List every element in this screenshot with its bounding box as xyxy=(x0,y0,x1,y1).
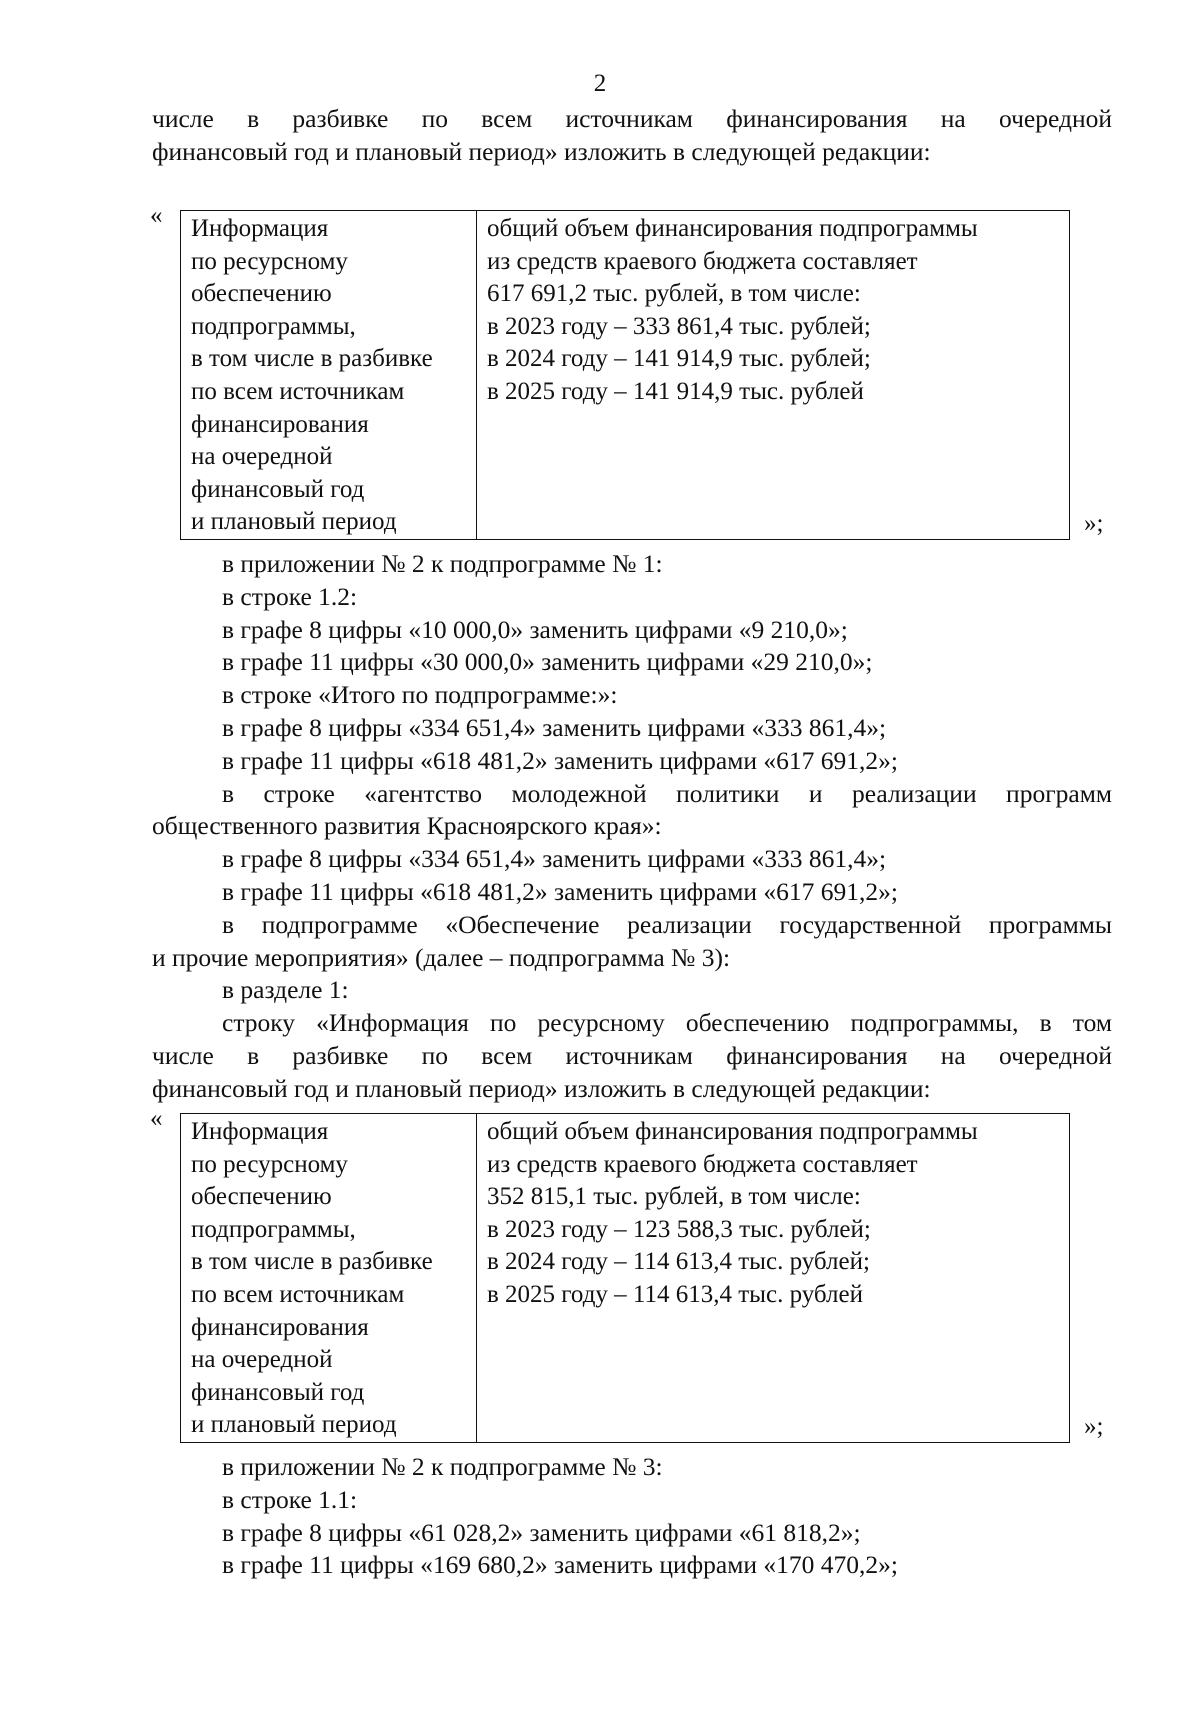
cell-line: в 2023 году – 333 861,4 тыс. рублей; xyxy=(487,312,871,340)
text-line: числе в разбивке по всем источникам финансирования на очередной xyxy=(152,1040,1112,1070)
cell-line: финансирования xyxy=(191,1313,369,1341)
cell-line: общий объем финансирования подпрограммы xyxy=(487,215,978,242)
text-line: в графе 8 цифры «334 651,4» заменить цифрами «333 861,4»; xyxy=(222,712,887,742)
page-number: 2 xyxy=(593,70,607,97)
cell-line: в 2023 году – 123 588,3 тыс. рублей; xyxy=(487,1215,871,1243)
cell-line: в том числе в разбивке xyxy=(191,1248,433,1276)
table-label-cell xyxy=(181,211,477,540)
text-line: в графе 8 цифры «61 028,2» заменить цифрами «61 818,2»; xyxy=(222,1517,861,1547)
cell-line: из средств краевого бюджета составляет xyxy=(487,1150,918,1178)
quote-open-mark: « xyxy=(150,202,163,229)
text-line: финансовый год и плановый период» изложить в следующей редакции: xyxy=(152,136,931,166)
quote-open-mark: « xyxy=(150,1105,163,1132)
cell-line: Информация xyxy=(191,215,329,242)
cell-line: финансовый год xyxy=(191,475,365,503)
cell-line: обеспечению xyxy=(191,1183,332,1211)
text-line: в разделе 1: xyxy=(222,975,349,1005)
cell-line: по всем источникам xyxy=(191,377,405,405)
text-line: в графе 11 цифры «618 481,2» заменить цифрами «617 691,2»; xyxy=(222,876,898,906)
text-line: в строке 1.1: xyxy=(222,1484,358,1514)
text-line: общественного развития Красноярского края»: xyxy=(152,811,662,841)
cell-line: в 2025 году – 114 613,4 тыс. рублей xyxy=(487,1280,863,1308)
table-value-cell xyxy=(477,211,1070,540)
text-line: числе в разбивке по всем источникам финансирования на очередной xyxy=(152,104,1112,133)
cell-line: 352 815,1 тыс. рублей, в том числе: xyxy=(487,1183,861,1211)
text-line: в графе 11 цифры «169 680,2» заменить цифрами «170 470,2»; xyxy=(222,1550,898,1580)
resource-info-table-1 xyxy=(180,210,1070,540)
text-line: строку «Информация по ресурсному обеспечению подпрограммы, в том xyxy=(222,1008,1112,1038)
cell-line: в 2025 году – 141 914,9 тыс. рублей xyxy=(487,377,864,405)
quote-close-mark: »; xyxy=(1084,1413,1104,1440)
table-row xyxy=(181,1114,1070,1443)
cell-line: на очередной xyxy=(191,1346,333,1374)
text-line: в графе 8 цифры «10 000,0» заменить цифрами «9 210,0»; xyxy=(222,614,848,644)
text-line: в строке «агентство молодежной политики и реализации программ xyxy=(222,778,1112,808)
text-line: в строке 1.2: xyxy=(222,581,358,611)
cell-line: по всем источникам xyxy=(191,1280,405,1308)
text-line: в приложении № 2 к подпрограмме № 3: xyxy=(222,1452,663,1481)
cell-line: общий объем финансирования подпрограммы xyxy=(487,1118,978,1145)
cell-line: и плановый период xyxy=(191,508,397,536)
text-line: в графе 11 цифры «30 000,0» заменить цифрами «29 210,0»; xyxy=(222,647,873,677)
cell-line: Информация xyxy=(191,1118,329,1145)
text-line: финансовый год и плановый период» изложить в следующей редакции: xyxy=(152,1073,931,1103)
cell-line: и плановый период xyxy=(191,1411,397,1439)
cell-line: в том числе в разбивке xyxy=(191,345,433,373)
cell-line: 617 691,2 тыс. рублей, в том числе: xyxy=(487,280,861,308)
text-line: в графе 11 цифры «618 481,2» заменить цифрами «617 691,2»; xyxy=(222,745,898,775)
table-value-cell xyxy=(477,1114,1070,1443)
cell-line: подпрограммы, xyxy=(191,1215,356,1243)
text-line: в подпрограмме «Обеспечение реализации государственной программы xyxy=(222,909,1112,939)
cell-line: в 2024 году – 114 613,4 тыс. рублей; xyxy=(487,1248,870,1276)
cell-line: по ресурсному xyxy=(191,247,348,275)
quote-close-mark: »; xyxy=(1084,510,1104,537)
table-label-cell xyxy=(181,1114,477,1443)
cell-line: на очередной xyxy=(191,443,333,471)
text-line: в строке «Итого по подпрограмме:»: xyxy=(222,680,618,710)
cell-line: финансовый год xyxy=(191,1378,365,1406)
intro-paragraph xyxy=(152,103,1112,169)
amendments-section xyxy=(152,548,1112,1106)
cell-line: в 2024 году – 141 914,9 тыс. рублей; xyxy=(487,345,871,373)
text-line: в приложении № 2 к подпрограмме № 1: xyxy=(222,549,663,578)
text-line: в графе 8 цифры «334 651,4» заменить цифрами «333 861,4»; xyxy=(222,844,887,874)
cell-line: финансирования xyxy=(191,410,369,438)
cell-line: подпрограммы, xyxy=(191,312,356,340)
cell-line: по ресурсному xyxy=(191,1150,348,1178)
text-line: и прочие мероприятия» (далее – подпрограмма № 3): xyxy=(152,942,731,972)
table-row xyxy=(181,211,1070,540)
cell-line: из средств краевого бюджета составляет xyxy=(487,247,918,275)
ending-section xyxy=(152,1451,1112,1582)
resource-info-table-2 xyxy=(180,1113,1070,1443)
cell-line: обеспечению xyxy=(191,280,332,308)
